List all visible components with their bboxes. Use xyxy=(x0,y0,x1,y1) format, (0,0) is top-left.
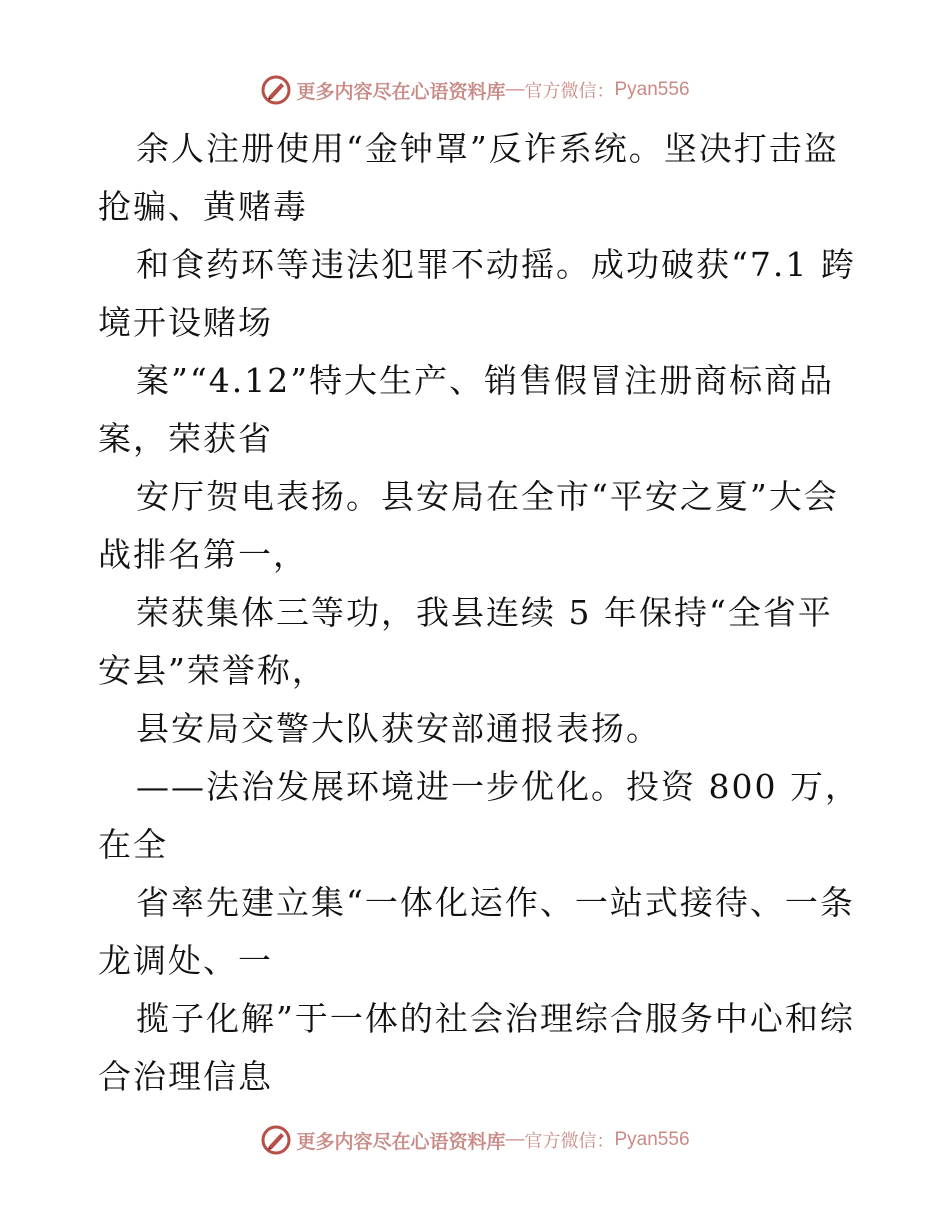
banner-wechat-id: Pyan556 xyxy=(614,1129,690,1150)
text-line: 安县”荣誉称， xyxy=(98,651,327,690)
text-line: ——法治发展环境进一步优化。投资 800 万， xyxy=(136,767,860,806)
text-line: 安厅贺电表扬。县安局在全市“平安之夏”大会 xyxy=(136,477,839,516)
text-line: 省率先建立集“一体化运作、一站式接待、一条 xyxy=(136,883,855,922)
text-line: 案”“4.12”特大生产、销售假冒注册商标商品 xyxy=(136,361,835,400)
text-line: 揽子化解”于一体的社会治理综合服务中心和综 xyxy=(136,999,855,1038)
header-banner xyxy=(0,70,950,110)
text-line: 境开设赌场 xyxy=(98,303,273,342)
document-body xyxy=(98,120,858,1106)
logo-icon xyxy=(260,74,292,106)
text-line: 战排名第一， xyxy=(98,535,308,574)
banner-wechat-id: Pyan556 xyxy=(614,79,690,100)
banner-title: 更多内容尽在心语资料库 xyxy=(296,80,506,103)
banner-wechat-label: 官方微信： xyxy=(524,1131,615,1152)
text-line: 案，荣获省 xyxy=(98,419,273,458)
banner-dash: — xyxy=(505,1129,525,1150)
text-line: 在全 xyxy=(98,825,168,864)
text-line: 县安局交警大队获安部通报表扬。 xyxy=(136,709,661,748)
text-line: 荣获集体三等功，我县连续 5 年保持“全省平 xyxy=(136,593,833,632)
logo-icon xyxy=(260,1124,292,1156)
text-line: 合治理信息 xyxy=(98,1057,273,1096)
text-line: 余人注册使用“金钟罩”反诈系统。坚决打击盗 xyxy=(136,129,839,168)
banner-wechat-label: 官方微信： xyxy=(524,81,615,102)
text-line: 抢骗、黄赌毒 xyxy=(98,187,308,226)
text-line: 龙调处、一 xyxy=(98,941,273,980)
banner-title: 更多内容尽在心语资料库 xyxy=(296,1130,506,1153)
footer-banner xyxy=(0,1120,950,1160)
text-line: 和食药环等违法犯罪不动摇。成功破获“7.1 跨 xyxy=(136,245,856,284)
banner-dash: — xyxy=(505,79,525,100)
